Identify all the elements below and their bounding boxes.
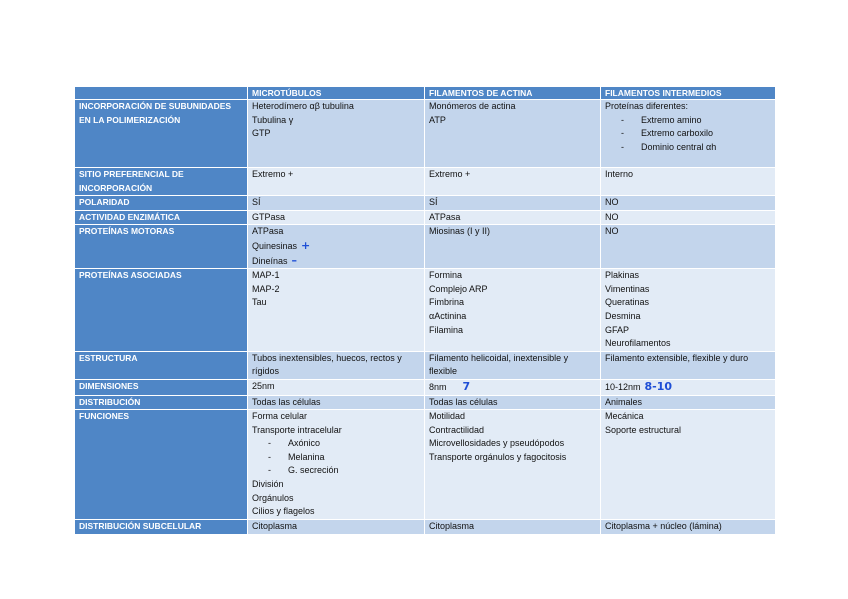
cell-actina (425, 168, 601, 196)
header-empty (75, 87, 248, 100)
cell-intermedios (601, 395, 776, 410)
comparison-table (74, 86, 776, 535)
cell-line: Mecánica (605, 411, 644, 422)
cell-line: Microvellosidades y pseudópodos (429, 438, 565, 449)
cell-line: Fimbrina (429, 297, 465, 308)
cell-microtubulos (248, 520, 425, 535)
cell-microtubulos (248, 395, 425, 410)
cell-microtubulos (248, 269, 425, 352)
bullet-item: - G. secreción (252, 464, 420, 478)
cell-line: SÍ (252, 197, 261, 208)
cell-line: Complejo ARP (429, 283, 488, 294)
row-label: DIMENSIONES (75, 379, 248, 395)
cell-microtubulos: Tubos inextensibles, huecos, rectos y rígidos (248, 351, 425, 379)
header-intermedios: FILAMENTOS INTERMEDIOS (601, 87, 776, 100)
cell-line: Citoplasma + núcleo (lámina) (605, 521, 722, 532)
cell-line: ATPasa (429, 211, 461, 222)
cell-line: GTP (252, 128, 271, 139)
table-row (75, 168, 776, 196)
row-label: DISTRIBUCIÓN (75, 395, 248, 410)
table-row (75, 351, 776, 379)
table-row (75, 210, 776, 225)
cell-intermedios (601, 410, 776, 520)
table-row (75, 395, 776, 410)
cell-microtubulos (248, 196, 425, 211)
cell-line: Plakinas (605, 270, 640, 281)
row-label: PROTEÍNAS ASOCIADAS (75, 269, 248, 352)
table-row (75, 225, 776, 269)
cell-line (429, 380, 596, 395)
cell-line: Cilios y flagelos (252, 506, 315, 517)
cell-line: Interno (605, 169, 634, 179)
cell-line: Soporte estructural (605, 424, 682, 435)
cell-microtubulos (248, 410, 425, 520)
cell-line: Motilidad (429, 411, 466, 422)
cell-line: GTPasa (252, 211, 286, 222)
table-row (75, 379, 776, 395)
cell-line: NO (605, 197, 619, 208)
cell-intermedios (601, 100, 776, 168)
cell-line: Transporte orgánulos y fagocitosis (429, 451, 567, 462)
cell-line: MAP-2 (252, 283, 280, 294)
cell-line: GFAP (605, 324, 630, 335)
cell-text: Dineínas (252, 255, 288, 266)
cell-intermedios (601, 210, 776, 225)
cell-line: 25nm (252, 380, 275, 391)
handwritten-minus-note: – (291, 253, 298, 267)
cell-line: Citoplasma (429, 521, 475, 532)
cell-line: Transporte intracelular (252, 424, 342, 435)
cell-line: Neurofilamentos (605, 338, 671, 349)
row-label: ACTIVIDAD ENZIMÁTICA (75, 210, 248, 225)
header-actina: FILAMENTOS DE ACTINA (425, 87, 601, 100)
cell-line: Contractilidad (429, 424, 485, 435)
cell-intermedios (601, 225, 776, 269)
table-row (75, 196, 776, 211)
row-label: FUNCIONES (75, 410, 248, 520)
cell-line: MAP-1 (252, 270, 280, 281)
cell-intermedios (601, 196, 776, 211)
cell-microtubulos (248, 100, 425, 168)
cell-line: NO (605, 226, 619, 237)
cell-line: Extremo + (252, 169, 294, 179)
cell-line: División (252, 479, 284, 490)
cell-intermedios (601, 269, 776, 352)
row-label: PROTEÍNAS MOTORAS (75, 225, 248, 269)
cell-line: NO (605, 211, 619, 222)
handwritten-note: 7 (462, 379, 471, 393)
cell-line: Formina (429, 270, 463, 281)
cell-line (252, 239, 420, 254)
cell-actina (425, 269, 601, 352)
cell-line: Monómeros de actina (429, 101, 516, 111)
cell-line: Citoplasma (252, 521, 298, 532)
cell-microtubulos (248, 168, 425, 196)
row-label: INCORPORACIÓN DE SUBUNIDADES EN LA POLIMERIZACIÓN (75, 100, 248, 168)
table-header-row (75, 87, 776, 100)
cell-text: 10-12nm (605, 381, 641, 392)
cell-line: Heterodímero αβ tubulina (252, 101, 354, 111)
handwritten-plus-note: + (301, 238, 311, 252)
cell-line: Tau (252, 297, 267, 308)
header-microtubulos: MICROTÚBULOS (248, 87, 425, 100)
bullet-item: - Axónico (252, 437, 420, 451)
row-label: ESTRUCTURA (75, 351, 248, 379)
cell-line: αActinina (429, 310, 467, 321)
cell-microtubulos (248, 210, 425, 225)
cell-actina (425, 395, 601, 410)
cell-actina (425, 210, 601, 225)
cell-microtubulos (248, 379, 425, 395)
bullet-item: - Melanina (252, 451, 420, 465)
cell-actina (425, 410, 601, 520)
cell-line: Orgánulos (252, 492, 294, 503)
cell-intermedios (601, 520, 776, 535)
cell-line (252, 254, 420, 269)
cell-text: 8nm (429, 381, 447, 392)
cell-line: Todas las células (252, 396, 321, 407)
cell-line (605, 380, 771, 395)
cell-line: Tubulina γ (252, 114, 294, 125)
cell-line: Queratinas (605, 297, 650, 308)
row-label: SITIO PREFERENCIAL DE INCORPORACIÓN (75, 168, 248, 196)
cell-line: Vimentinas (605, 283, 650, 294)
cell-text: Quinesinas (252, 240, 298, 251)
cell-line: ATP (429, 114, 446, 125)
cell-line: Proteínas diferentes: (605, 101, 689, 111)
cell-intermedios (601, 168, 776, 196)
cell-line: ATPasa (252, 226, 284, 237)
table-row (75, 269, 776, 352)
cell-actina (425, 520, 601, 535)
cell-line: Todas las células (429, 396, 498, 407)
table-row (75, 520, 776, 535)
cell-line: Extremo + (429, 169, 471, 179)
bullet-item: - Dominio central αh (605, 141, 771, 155)
cell-intermedios (601, 379, 776, 395)
row-label: POLARIDAD (75, 196, 248, 211)
cell-actina (425, 225, 601, 269)
handwritten-note: 8-10 (644, 379, 673, 393)
table-row (75, 100, 776, 168)
row-label: DISTRIBUCIÓN SUBCELULAR (75, 520, 248, 535)
cell-actina (425, 100, 601, 168)
cell-intermedios: Filamento extensible, flexible y duro (601, 351, 776, 379)
cell-line: SÍ (429, 197, 438, 208)
bullet-item: - Extremo amino (605, 114, 771, 128)
cell-line: Forma celular (252, 411, 308, 422)
cell-line: Miosinas (I y II) (429, 226, 491, 237)
cell-line: Filamina (429, 324, 464, 335)
cell-actina: Filamento helicoidal, inextensible y flexible (425, 351, 601, 379)
table-row (75, 410, 776, 520)
cell-line: Animales (605, 396, 643, 407)
cell-line: Desmina (605, 310, 641, 321)
cell-microtubulos (248, 225, 425, 269)
cell-actina (425, 196, 601, 211)
bullet-item: - Extremo carboxilo (605, 127, 771, 141)
cell-actina (425, 379, 601, 395)
